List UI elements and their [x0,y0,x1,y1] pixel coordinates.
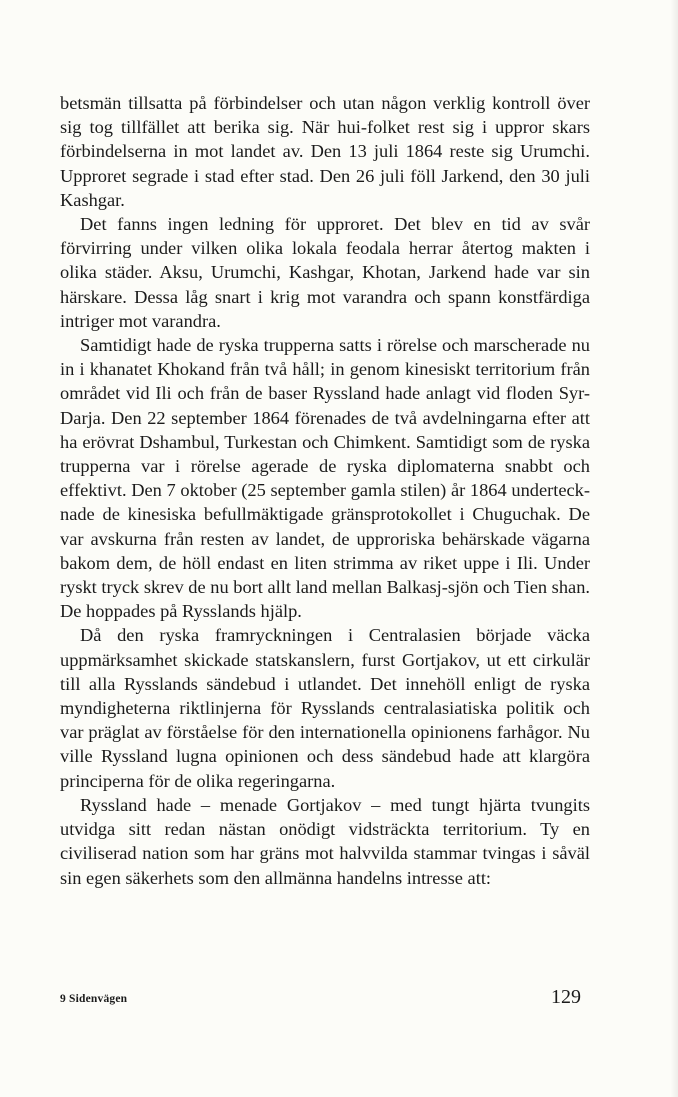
paragraph-5: Ryssland hade – menade Gortjakov – med tungt hjärta tvungits utvidga sitt redan nästan onödigt vidsträckta territorium. Ty en civiliserad nation som har gräns mot halvvilda stammar tvingas i såväl sin egen säkerhets som den allmänna handelns intresse att: [60,794,590,888]
paragraph-1: betsmän tillsatta på förbindelser och utan någon verklig kontroll över sig tog tillfället att berika sig. När hui-folket rest sig i uppror skars förbindelserna in mot landet av. Den 13 juli 1864 reste sig Urumchi. Upproret segrade i stad efter stad. Den 26 juli föll Jarkend, den 30 juli Kashgar. [60,93,590,210]
paragraph-2: Det fanns ingen ledning för upproret. Det blev en tid av svår förvirring under vilken olika lokala feodala herrar återtog makten i olika städer. Aksu, Urumchi, Kashgar, Khotan, Jarkend hade var sin härskare. Dessa låg snart i krig mot varandra och spann konstfärdiga intriger mot varandra. [60,214,590,331]
page-number: 129 [551,986,581,1008]
signature-mark: 9 Sidenvägen [60,993,128,1005]
page-edge-shadow [670,0,678,1097]
paragraph-4: Då den ryska framryckningen i Centralasien började väcka uppmärksamhet skickade statskanslern, furst Gortjakov, ut ett cirkulär till alla Rysslands sändebud i utlandet. Det innehöll enligt de ryska myndigheterna riktlinjerna för Rysslands centralasiatiska politik och var präglat av förståelse för den internationella opinionens farhågor. Nu ville Ryssland lugna opinionen och dess sändebud hade att klargöra principerna för de olika regeringarna. [60,625,590,791]
paragraph-3: Samtidigt hade de ryska trupperna satts i rörelse och marscherade nu in i khanatet Khokand från två håll; in genom kinesiskt territorium från området vid Ili och från de baser Ryssland hade anlagt vid floden Syr-Darja. Den 22 september 1864 förenades de två avdelningarna efter att ha erövrat Dshambul, Turkestan och Chimkent. Samtidigt som de ryska trupperna var i rörelse agerade de ryska diplomaterna snabbt och effektivt. Den 7 oktober (25 september gamla stilen) år 1864 undertecknade de kinesiska befullmäktigade gränsprotokollet i Chuguchak. De var avskurna från resten av landet, de upproriska behärskade vägarna bakom dem, de höll endast en liten strimma av riket uppe i Ili. Under ryskt tryck skrev de nu bort allt land mellan Balkasj-sjön och Tien shan. De hoppades på Rysslands hjälp. [60,335,590,622]
body-text [60,91,590,890]
